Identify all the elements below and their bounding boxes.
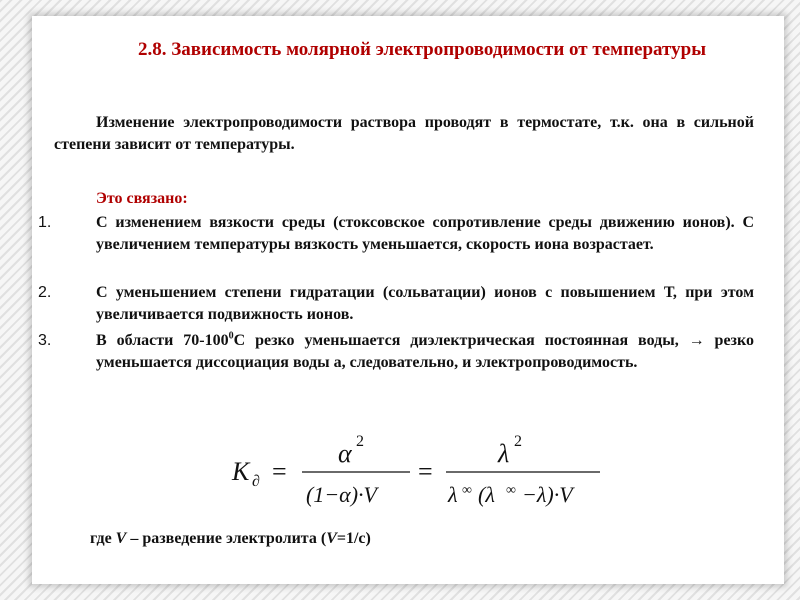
formula-den1: (1−α)·V — [306, 482, 377, 507]
list-number: 2. — [38, 284, 52, 301]
formula-num1: α — [338, 439, 352, 468]
list-item-text: С изменением вязкости среды (стоксовское сопротивление среды движению ионов). С увеличением температуры вязкость уменьшается, скорость иона возрастает. — [96, 214, 754, 253]
list-number: 3. — [38, 332, 52, 349]
superscript-degree: 0 — [228, 330, 234, 342]
slide — [32, 16, 784, 584]
formula-den2-inf: ∞ — [462, 483, 472, 498]
note-var-v2: V — [326, 530, 337, 547]
slide-title: 2.8. Зависимость молярной электропроводимости от температуры — [137, 39, 707, 60]
formula-den2-b: (λ — [478, 482, 495, 507]
formula-num1-sup: 2 — [356, 433, 364, 450]
formula-den2-a: λ — [448, 482, 458, 507]
list-item — [38, 212, 754, 256]
formula-equals-2: = — [418, 457, 433, 486]
note-var-v: V — [115, 530, 127, 547]
list-item — [38, 282, 754, 326]
subtitle: Это связано: — [96, 190, 188, 207]
list-item-text-b: С резко уменьшается диэлектрическая постоянная воды, → резко уменьшается диссоциация воды а, следовательно, и электропроводимость. — [96, 332, 754, 371]
formula-num2-sup: 2 — [514, 433, 522, 450]
formula-lhs-sub: ∂ — [252, 473, 260, 490]
intro-paragraph: Изменение электропроводимости раствора проводят в термостате, т.к. она в сильной степени зависит от температуры. — [54, 114, 754, 153]
note-text-c: =1/с) — [336, 530, 371, 547]
formula — [228, 422, 608, 518]
formula-equals: = — [272, 457, 287, 486]
note-line — [90, 528, 371, 550]
list-number: 1. — [38, 214, 52, 231]
list-item-text: С уменьшением степени гидратации (сольватации) ионов с повышением Т, при этом увеличивается подвижность ионов. — [96, 284, 754, 323]
note-text-b: – разведение электролита ( — [126, 530, 327, 547]
formula-num2: λ — [498, 439, 510, 468]
note-text-a: где — [90, 530, 116, 547]
list-item — [38, 330, 754, 374]
list-item-text-a: В области 70-100 — [96, 332, 229, 349]
formula-den2-c: −λ)·V — [522, 482, 573, 507]
formula-den2-inf2: ∞ — [506, 483, 516, 498]
formula-lhs: K — [232, 457, 250, 486]
